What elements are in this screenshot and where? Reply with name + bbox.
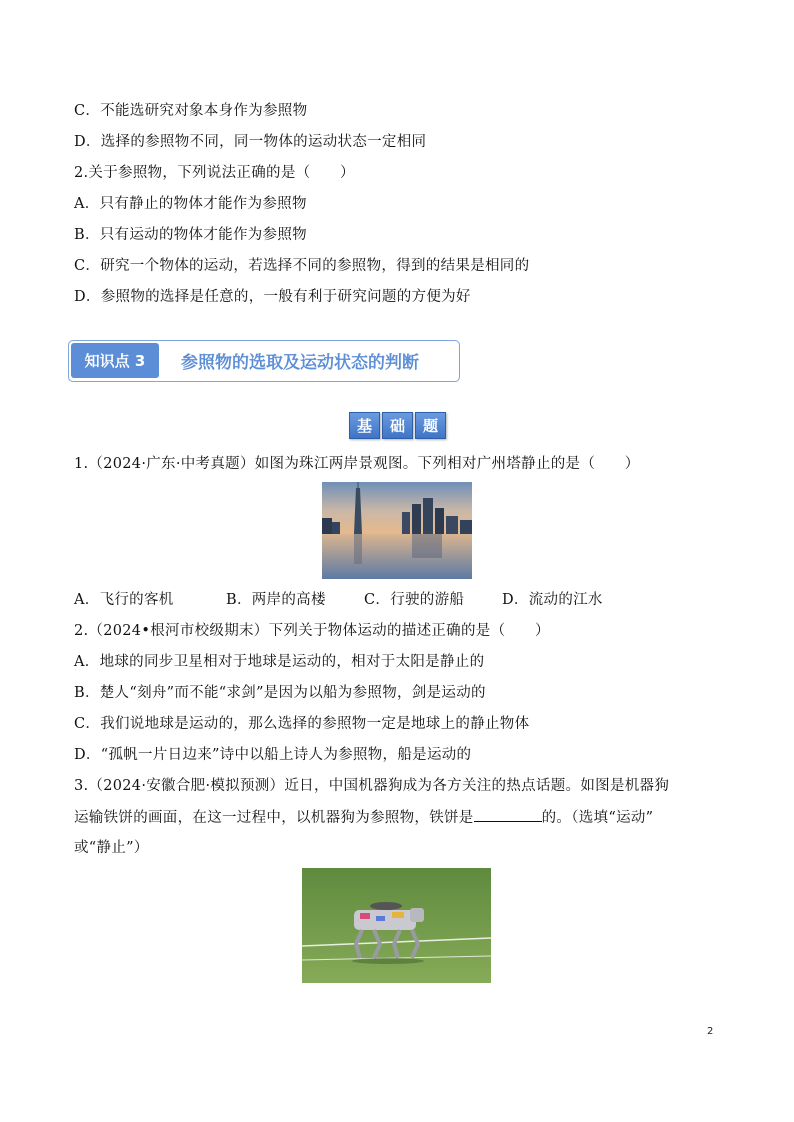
question-2-option-d: D．参照物的选择是任意的，一般有利于研究问题的方便为好 xyxy=(74,289,471,305)
question-2-stem: 2.关于参照物，下列说法正确的是（ ） xyxy=(74,165,355,181)
q2-option-b: B．楚人“刻舟”而不能“求剑”是因为以船为参照物，剑是运动的 xyxy=(74,685,486,701)
q2-option-a: A．地球的同步卫星相对于地球是运动的，相对于太阳是静止的 xyxy=(74,654,485,670)
q3-line-3: 或“静止”） xyxy=(74,840,149,856)
badge-char: 基 xyxy=(349,412,380,439)
question-2-option-c: C．研究一个物体的运动，若选择不同的参照物，得到的结果是相同的 xyxy=(74,258,530,274)
q2-option-d: D．“孤帆一片日边来”诗中以船上诗人为参照物，船是运动的 xyxy=(74,747,472,763)
q1-option-c: C．行驶的游船 xyxy=(364,592,465,608)
q1-option-d: D．流动的江水 xyxy=(502,592,603,608)
answer-blank[interactable] xyxy=(474,807,542,822)
q1-option-a: A．飞行的客机 xyxy=(74,592,174,608)
badge-char: 题 xyxy=(415,412,446,439)
q3-line-1: 3.（2024·安徽合肥·模拟预测）近日，中国机器狗成为各方关注的热点话题。如图是机器狗 xyxy=(74,778,670,794)
q2-option-c: C．我们说地球是运动的，那么选择的参照物一定是地球上的静止物体 xyxy=(74,716,530,732)
badge-char: 础 xyxy=(382,412,413,439)
question-2-option-b: B．只有运动的物体才能作为参照物 xyxy=(74,227,307,243)
option-c-prev: C．不能选研究对象本身作为参照物 xyxy=(74,103,308,119)
option-d-prev: D．选择的参照物不同，同一物体的运动状态一定相同 xyxy=(74,134,427,150)
q1-option-b: B．两岸的高楼 xyxy=(226,592,326,608)
robot-dog-photo xyxy=(302,868,491,983)
q3-text-after-blank: 的。（选填“运动” xyxy=(541,810,654,826)
q3-line-2 xyxy=(74,807,653,828)
section-header xyxy=(68,340,460,382)
q1-stem: 1.（2024·广东·中考真题）如图为珠江两岸景观图。下列相对广州塔静止的是（ ） xyxy=(74,456,640,472)
q2-stem: 2.（2024•根河市校级期末）下列关于物体运动的描述正确的是（ ） xyxy=(74,623,550,639)
section-tag: 知识点 3 xyxy=(71,343,159,378)
pearl-river-photo xyxy=(322,482,472,579)
basic-questions-badge xyxy=(349,412,446,439)
q3-text-before-blank: 运输铁饼的画面，在这一过程中，以机器狗为参照物，铁饼是 xyxy=(74,810,474,826)
page-number: 2 xyxy=(707,1026,714,1037)
question-2-option-a: A．只有静止的物体才能作为参照物 xyxy=(74,196,307,212)
section-title: 参照物的选取及运动状态的判断 xyxy=(181,353,419,373)
